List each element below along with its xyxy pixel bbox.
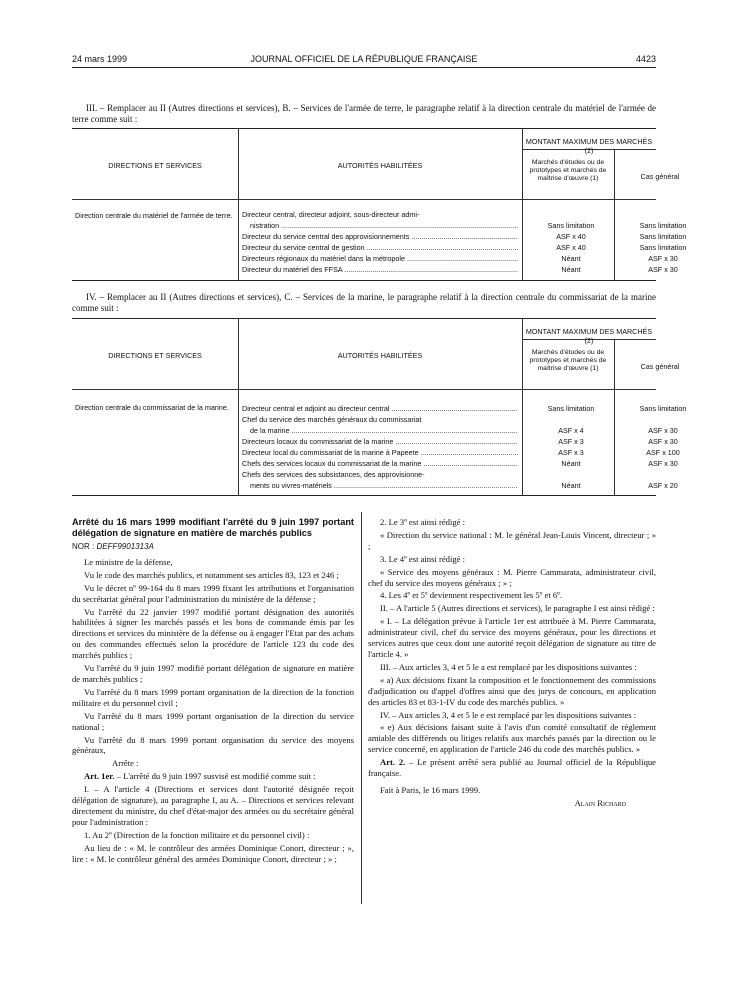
header-cas-general: Cas général [640, 362, 680, 371]
header-page-number: 4423 [635, 54, 656, 64]
header-montant: MONTANT MAXIMUM DES MARCHÉS (2) [525, 327, 653, 345]
article-paragraph: IV. – Aux articles 3, 4 et 5 le e est remplacé par les dispositions suivantes : [380, 709, 637, 720]
article-1 [72, 771, 354, 782]
cell-etudes: Néant [561, 265, 581, 274]
cell-etudes: Néant [561, 459, 581, 468]
table-column-divider [522, 319, 523, 495]
article-1-lead: Art. 1er. [84, 771, 115, 782]
cell-general: ASF x 30 [648, 265, 678, 274]
header-date: 24 mars 1999 [72, 54, 128, 64]
cell-etudes: ASF x 3 [558, 437, 584, 446]
visa-paragraph: Vu le code des marchés publics, et notamment ses articles 83, 123 et 246 ; [84, 569, 339, 580]
article-paragraph: « I. – La délégation prévue à l'article 1er est attribuée à M. Pierre Cammarata, administrateur civil, chef du service des moyens généraux, pour les directions et services autres que ceux dont une autorité reçoit délégation de signature au titre de l'article 4. » [368, 616, 656, 659]
header-autorites: AUTORITÉS HABILITÉES [337, 161, 423, 170]
article-paragraph: 3. Le 4º est ainsi rédigé : [380, 553, 465, 564]
article-paragraph: 4. Les 4º et 5º deviennent respectivement les 5º et 6º. [380, 590, 563, 601]
article-paragraph: « Service des moyens généraux : M. Pierre Cammarata, administrateur civil, chef du service des moyens généraux ; » ; [368, 566, 656, 588]
authority-line: Directeur du service central de gestion ..... [242, 242, 518, 253]
authority-line: Chefs des services locaux du commissariat de la marine ..... [242, 458, 518, 469]
cell-general: ASF x 20 [648, 481, 678, 490]
article-paragraph: I. – A l'article 4 (Directions et services dont l'autorité désignée reçoit délégation de signature), au paragraphe I, au A. – Directions et services relevant directement du ministre, du chef d'état-major des armées ou du secrétaire général pour l'administration : [72, 784, 354, 827]
header-cas-general: Cas général [640, 172, 680, 181]
authority-line: nistration ..... [242, 220, 518, 231]
arrete-word: Arrête : [112, 758, 139, 769]
article-1-text: – L'arrêté du 9 juin 1997 susvisé est modifié comme suit : [116, 771, 316, 782]
authority-line: Directeurs locaux du commissariat de la marine ..... [242, 436, 518, 447]
header-directions: DIRECTIONS ET SERVICES [108, 161, 202, 170]
column-separator [361, 512, 362, 904]
visa-paragraph: Vu l'arrêté du 8 mars 1999 portant organisation du service des moyens généraux, [72, 734, 354, 756]
cell-etudes: Sans limitation [547, 404, 595, 413]
header-marches-etudes: Marchés d'études ou de prototypes et marchés de maîtrise d'œuvre (1) [529, 159, 607, 182]
page-header [72, 54, 656, 68]
cell-general: Sans limitation [639, 232, 687, 241]
table-header-rule [72, 389, 656, 390]
cell-general: ASF x 30 [648, 459, 678, 468]
cell-general: Sans limitation [639, 243, 687, 252]
authority-line: Directeur du service central des approvisionnements ..... [242, 231, 518, 242]
header-marches-etudes: Marchés d'études ou de prototypes et marchés de maîtrise d'œuvre (1) [529, 349, 607, 372]
cell-general: ASF x 30 [648, 437, 678, 446]
authority-line: Chefs des services des subsistances, des approvisionne- [242, 470, 425, 479]
cell-general: Sans limitation [639, 404, 687, 413]
cell-general: ASF x 100 [646, 448, 680, 457]
table-header-rule [72, 199, 656, 200]
article-paragraph: « e) Aux décisions faisant suite à l'avis d'un comité consultatif de règlement amiable des différends ou litiges relatifs aux marchés passés par la direction ou le service concerné, en application de l'article 246 du code des marchés publics. » [368, 722, 656, 755]
nor-code: DEFF9901313A [96, 542, 154, 551]
arrete-right-column [368, 517, 656, 811]
table-commissariat-marine [72, 318, 687, 496]
article-paragraph: « a) Aux décisions fixant la composition et le fonctionnement des commissions d'adjudication ou d'appel d'offres ainsi que des jurys de concours, en application des articles 83 et 83-1-IV du code des marchés publics. » [368, 674, 656, 707]
cell-general: ASF x 30 [648, 426, 678, 435]
header-directions: DIRECTIONS ET SERVICES [108, 351, 202, 360]
nor-reference [72, 542, 354, 553]
intro-paragraph-IV: IV. – Remplacer au II (Autres directions et services), C. – Services de la marine, le paragraphe relatif à la direction centrale du commissariat de la marine comme suit : [72, 292, 656, 313]
intro-paragraph-III: III. – Remplacer au II (Autres directions et services), B. – Services de l'armée de terre, le paragraphe relatif à la direction centrale du matériel de l'armée de terre comme suit : [72, 103, 656, 124]
header-rule [72, 67, 656, 68]
header-montant: MONTANT MAXIMUM DES MARCHÉS (2) [525, 137, 653, 155]
cell-etudes: Néant [561, 254, 581, 263]
direction-name: Direction centrale du commissariat de la marine. [75, 403, 229, 412]
cell-etudes: ASF x 4 [558, 426, 584, 435]
authority-line: Directeurs régionaux du matériel dans la métropole ..... [242, 253, 518, 264]
arrete-left-column [72, 517, 354, 866]
article-paragraph: III. – Aux articles 3, 4 et 5 le a est remplacé par les dispositions suivantes : [380, 661, 637, 672]
article-paragraph: II. – A l'article 5 (Autres directions et services), le paragraphe I est ainsi rédigé : [380, 603, 655, 614]
authority-line: Directeur central et adjoint au directeur central ..... [242, 403, 518, 414]
authority-line: ments ou vivres-matériels ..... [242, 480, 518, 491]
header-journal-title: JOURNAL OFFICIEL DE LA RÉPUBLIQUE FRANÇAISE [250, 54, 478, 64]
done-at: Fait à Paris, le 16 mars 1999. [380, 784, 481, 795]
cell-general: ASF x 30 [648, 254, 678, 263]
table-column-divider [238, 129, 239, 280]
article-2-text: – Le présent arrêté sera publié au Journal officiel de la République française. [368, 757, 656, 779]
cell-etudes: Néant [561, 481, 581, 490]
visa-paragraph: Vu l'arrêté du 8 mars 1999 portant organisation de la direction du service national ; [72, 710, 354, 732]
table-column-divider [238, 319, 239, 495]
authority-line: Directeur central, directeur adjoint, sous-directeur admi- [242, 210, 420, 219]
article-2 [368, 757, 656, 779]
authority-line: Chef du service des marchés généraux du commissariat [242, 415, 422, 424]
visa-paragraph: Vu l'arrêté du 8 mars 1999 portant organisation de la direction de la fonction militaire et du personnel civil ; [72, 686, 354, 708]
authority-line: de la marine ..... [242, 425, 518, 436]
cell-etudes: ASF x 40 [556, 243, 586, 252]
cell-etudes: ASF x 3 [558, 448, 584, 457]
article-2-lead: Art. 2. [380, 757, 406, 768]
visa-paragraph: Vu le décret nº 99-164 du 8 mars 1999 fixant les attributions et l'organisation du secrétariat général pour l'administration du ministère de la défense ; [72, 582, 354, 604]
cell-etudes: ASF x 40 [556, 232, 586, 241]
cell-general: Sans limitation [639, 221, 687, 230]
authority-line: Directeur du matériel des FFSA ..... [242, 264, 518, 275]
signature: Alain Richard [574, 797, 626, 808]
visa-paragraph: Vu l'arrêté du 9 juin 1997 modifié portant délégation de signature en matière de marchés publics ; [72, 663, 354, 684]
nor-label: NOR : [72, 542, 95, 551]
article-paragraph: Au lieu de : « M. le contrôleur des armées Dominique Conort, directeur ; », lire : « M. le contrôleur général des armées Dominique Conort, directeur ; » ; [72, 842, 354, 864]
article-paragraph: 1. Au 2º (Direction de la fonction militaire et du personnel civil) : [84, 829, 310, 840]
table-materiel-armee-terre [72, 128, 687, 281]
header-autorites: AUTORITÉS HABILITÉES [337, 351, 423, 360]
visa-paragraph: Vu l'arrêté du 22 janvier 1997 modifié portant désignation des autorités habilitées à signer les marchés passés et les bons de commande émis par les directions et services du ministère de la défense ou à engager l'Etat par des achats ou des commandes effectués selon la procédure de l'article 123 du code des marchés publics ; [72, 606, 354, 661]
article-paragraph: « Direction du service national : M. le général Jean-Louis Vincent, directeur ; » ; [368, 529, 656, 551]
direction-name: Direction centrale du matériel de l'armée de terre. [75, 211, 233, 220]
visa-paragraph: Le ministre de la défense, [84, 556, 173, 567]
arrete-title: Arrêté du 16 mars 1999 modifiant l'arrêté du 9 juin 1997 portant délégation de signature en matière de marchés publics [72, 517, 354, 538]
authority-line: Directeur local du commissariat de la marine à Papeete ..... [242, 447, 518, 458]
cell-etudes: Sans limitation [547, 221, 595, 230]
article-paragraph: 2. Le 3º est ainsi rédigé : [380, 517, 465, 527]
